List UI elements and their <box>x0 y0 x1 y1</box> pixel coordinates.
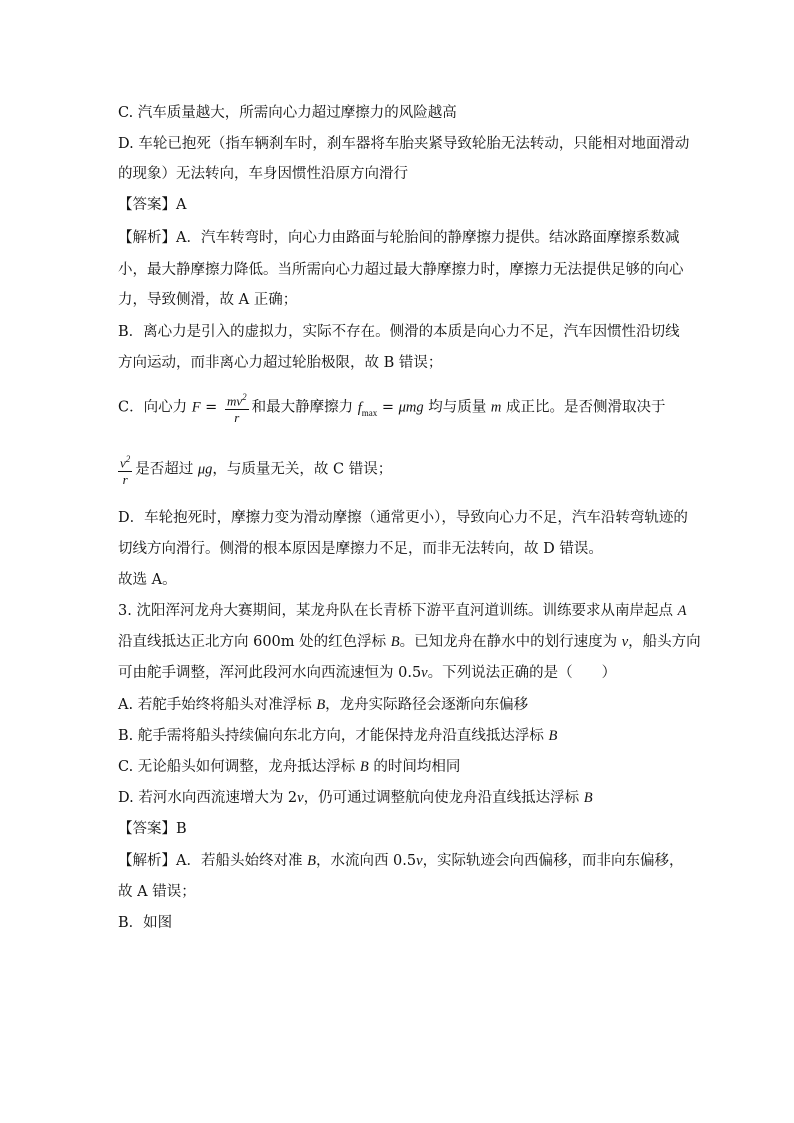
q2-analysis-a-cont: 小，最大静摩擦力降低。当所需向心力超过最大静摩擦力时，摩擦力无法提供足够的向心 <box>118 262 684 278</box>
analysis-text: 和最大静摩擦力 <box>251 399 358 416</box>
q2-option-d: D. 车轮已抱死（指车辆刹车时，刹车器将车胎夹紧导致轮胎无法转动，只能相对地面滑动 <box>118 136 690 152</box>
q3-stem-cont2: 可由舵手调整，浑河此段河水向西流速恒为 0.5v。下列说法正确的是（ ） <box>118 665 617 681</box>
q3-answer <box>118 819 718 839</box>
analysis-text: 成正比。是否侧滑取决于 <box>501 399 666 416</box>
answer-value: B <box>176 821 187 837</box>
analysis-text: C．向心力 <box>118 399 192 416</box>
velocity-fraction <box>118 451 132 488</box>
formula-force: F <box>191 399 201 416</box>
q3-analysis-a-cont: 故 A 错误； <box>118 884 196 900</box>
analysis-tag: 【解析】 <box>118 853 176 869</box>
velocity-v: v <box>421 665 428 681</box>
fraction-denominator: r <box>234 410 240 426</box>
formula-equals: = <box>377 399 399 416</box>
formula-mu-g: μg <box>197 461 213 478</box>
q2-analysis-d: D．车轮抱死时，摩擦力变为滑动摩擦（通常更小），导致向心力不足，汽车沿转弯轨迹的 <box>118 510 688 526</box>
q2-analysis-a-cont2: 力，导致侧滑，故 A 正确； <box>118 292 298 308</box>
q2-analysis-d-cont: 切线方向滑行。侧滑的根本原因是摩擦力不足，而非无法转向，故 D 错误。 <box>118 541 603 557</box>
point-b: B <box>307 853 316 869</box>
formula-equals: = <box>200 399 222 416</box>
analysis-text: 是否超过 <box>135 461 198 478</box>
q2-analysis-a <box>118 228 718 248</box>
fraction-denominator: r <box>122 472 128 488</box>
formula-friction: $f_{max}$ <box>357 399 378 418</box>
answer-tag: 【答案】 <box>118 821 176 837</box>
answer-value: A <box>176 197 187 213</box>
q2-answer <box>118 195 718 215</box>
q3-option-c: C. 无论船头如何调整，龙舟抵达浮标 B 的时间均相同 <box>118 759 461 775</box>
analysis-text: 均与质量 <box>423 399 491 416</box>
analysis-text: A．汽车转弯时，向心力由路面与轮胎间的静摩擦力提供。结冰路面摩擦系数减 <box>176 230 680 246</box>
analysis-tag: 【解析】 <box>118 230 176 246</box>
answer-tag: 【答案】 <box>118 197 176 213</box>
q3-option-d: D. 若河水向西流速增大为 2v，仍可通过调整航向使龙舟沿直线抵达浮标 B <box>118 790 593 806</box>
velocity-v: v <box>297 790 304 806</box>
fraction-numerator: $mv^2$ <box>225 389 249 410</box>
point-b: B <box>548 728 558 744</box>
q2-conclusion: 故选 A。 <box>118 572 177 588</box>
point-b: B <box>583 790 593 806</box>
q3-analysis-b: B．如图 <box>118 915 173 931</box>
q2-analysis-b-cont: 方向运动，而非离心力超过轮胎极限，故 B 错误； <box>118 355 443 371</box>
q2-option-d-cont: 的现象）无法转向，车身因惯性沿原方向滑行 <box>118 166 408 182</box>
analysis-text: ，与质量无关，故 C 错误； <box>212 461 393 478</box>
q2-analysis-c <box>118 389 718 430</box>
q3-stem: 3. 沈阳浑河龙舟大赛期间，某龙舟队在长青桥下游平直河道训练。训练要求从南岸起点 A <box>118 603 687 619</box>
velocity-v: v <box>416 853 423 869</box>
point-a: A <box>677 603 687 619</box>
fraction-numerator: $v^2$ <box>118 451 132 472</box>
point-b: B <box>390 634 400 650</box>
q3-stem-cont: 沿直线抵达正北方向 600m 处的红色浮标 B。已知龙舟在静水中的划行速度为 v，船头方向 <box>118 634 701 650</box>
q2-analysis-b: B．离心力是引入的虚拟力，实际不存在。侧滑的本质是向心力不足，汽车因惯性沿切线 <box>118 324 680 340</box>
formula-mu-mg: μmg <box>398 399 424 416</box>
centripetal-fraction <box>225 389 249 426</box>
q3-option-a: A. 若舵手始终将船头对准浮标 B，龙舟实际路径会逐渐向东偏移 <box>118 697 529 713</box>
point-b: B <box>359 759 369 775</box>
velocity-v: v <box>621 634 629 650</box>
q3-analysis-a: 【解析】A．若船头始终对准 B，水流向西 0.5v，实际轨迹会向西偏移，而非向东偏移， <box>118 853 684 869</box>
q3-option-b: B. 舵手需将船头持续偏向东北方向，才能保持龙舟沿直线抵达浮标 B <box>118 728 558 744</box>
q2-analysis-c-cont <box>118 451 718 488</box>
formula-mass: m <box>490 399 502 416</box>
q2-option-c: C. 汽车质量越大，所需向心力超过摩擦力的风险越高 <box>118 105 457 121</box>
point-b: B <box>316 697 326 713</box>
